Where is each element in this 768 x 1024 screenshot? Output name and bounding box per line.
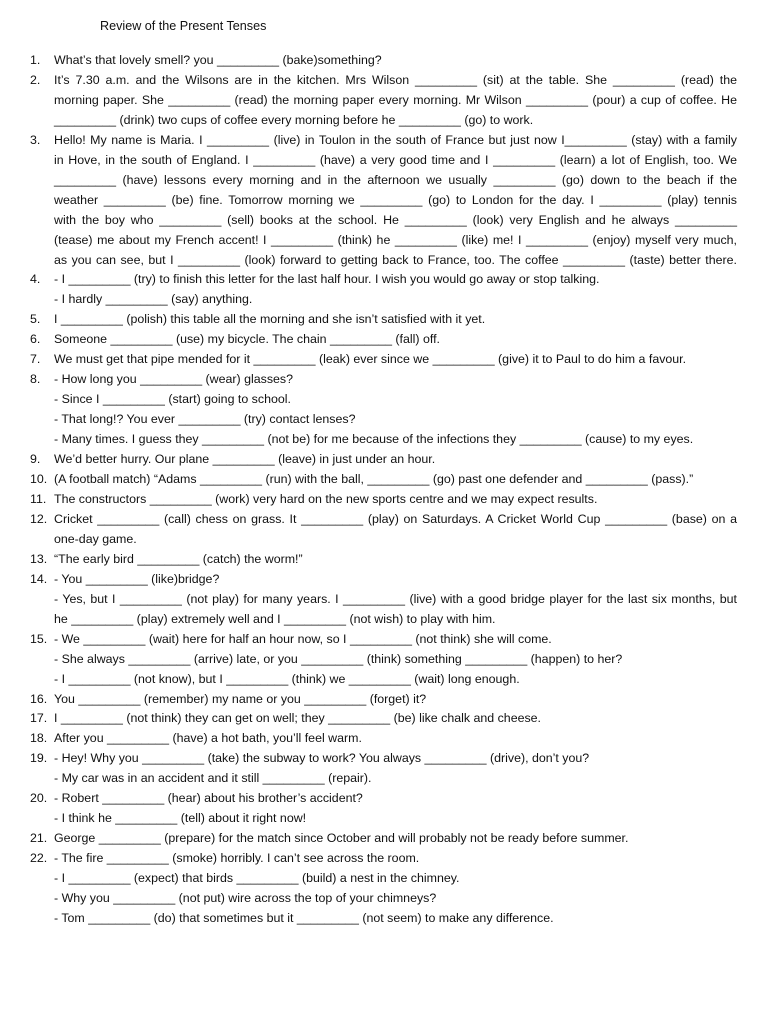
exercise-line: “The early bird _________ (catch) the worm!” <box>54 551 303 566</box>
exercise-text <box>54 470 737 490</box>
exercise-line: as you can see, but I _________ (look) forward to getting back to France, too. The coffee _________ (taste) better there. <box>54 252 737 267</box>
exercise-line: - I _________ (expect) that birds _________ (build) a nest in the chimney. <box>54 871 460 886</box>
exercise-text <box>54 131 737 271</box>
exercise-text <box>54 490 737 510</box>
exercise-line: Hello! My name is Maria. I _________ (live) in Toulon in the south of France but just now I_________ (stay) with a family <box>54 132 737 147</box>
exercise-text <box>54 370 737 450</box>
exercise-line: _________ (drink) two cups of coffee every morning before he _________ (go) to work. <box>54 112 534 127</box>
exercise-line: - Tom _________ (do) that sometimes but it _________ (not seem) to make any difference. <box>54 910 554 925</box>
exercise-line: - Robert _________ (hear) about his brother’s accident? <box>54 791 363 806</box>
exercise-text <box>54 330 737 350</box>
exercise-item <box>30 470 737 490</box>
exercise-text <box>54 690 737 710</box>
exercise-text <box>54 630 737 690</box>
exercise-text <box>54 310 737 330</box>
exercise-line: It’s 7.30 a.m. and the Wilsons are in the kitchen. Mrs Wilson _________ (sit) at the table. She _________ (read) the <box>54 72 737 87</box>
exercise-text <box>54 270 737 310</box>
exercise-item <box>30 729 737 749</box>
exercise-line: What’s that lovely smell? you _________ (bake)something? <box>54 53 382 67</box>
exercise-number: 18. <box>30 731 48 746</box>
exercise-item <box>30 690 737 710</box>
exercise-number: 14. <box>30 571 48 586</box>
exercise-item <box>30 450 737 470</box>
exercise-item <box>30 709 737 729</box>
exercise-line: one-day game. <box>54 531 137 546</box>
exercise-line: - Why you _________ (not put) wire across the top of your chimneys? <box>54 891 437 906</box>
exercise-line: Cricket _________ (call) chess on grass. It _________ (play) on Saturdays. A Cricket World Cup _________ (base) on a <box>54 511 737 526</box>
exercise-line: - I _________ (not know), but I _________ (think) we _________ (wait) long enough. <box>54 671 520 686</box>
exercise-number: 2. <box>30 72 41 87</box>
exercise-number: 19. <box>30 751 48 766</box>
exercise-line: he _________ (play) extremely well and I _________ (not wish) to play with him. <box>54 611 496 626</box>
exercise-item <box>30 749 737 789</box>
exercise-number: 5. <box>30 312 41 327</box>
exercise-text <box>54 71 737 131</box>
exercise-line: - I hardly _________ (say) anything. <box>54 292 253 307</box>
exercise-text <box>54 749 737 789</box>
exercise-line: _________ (have) lessons every morning and in the afternoon we usually _________ (go) down to the beach if the <box>54 172 737 187</box>
exercise-number: 7. <box>30 352 41 367</box>
exercise-text <box>54 849 737 929</box>
exercise-line: - Yes, but I _________ (not play) for many years. I _________ (live) with a good bridge player for the last six months, but <box>54 591 737 606</box>
exercise-text <box>54 350 737 370</box>
exercise-line: - You _________ (like)bridge? <box>54 571 220 586</box>
exercise-line: After you _________ (have) a hot bath, you’ll feel warm. <box>54 731 362 746</box>
exercise-line: I _________ (not think) they can get on well; they _________ (be) like chalk and cheese. <box>54 711 542 726</box>
exercise-item <box>30 330 737 350</box>
exercise-number: 20. <box>30 791 48 806</box>
exercise-line: Someone _________ (use) my bicycle. The chain _________ (fall) off. <box>54 332 440 347</box>
exercise-line: - Hey! Why you _________ (take) the subway to work? You always _________ (drive), don’t you? <box>54 751 590 766</box>
exercise-number: 6. <box>30 332 41 347</box>
exercise-line: We must get that pipe mended for it _________ (leak) ever since we _________ (give) it to Paul to do him a favour. <box>54 352 687 367</box>
exercise-number: 10. <box>30 472 48 487</box>
exercise-number: 17. <box>30 711 48 726</box>
exercise-number: 12. <box>30 511 48 526</box>
exercise-line: - Since I _________ (start) going to school. <box>54 392 291 407</box>
exercise-line: weather _________ (be) fine. Tomorrow morning we _________ (go) to London for the day. I _________ (play) tennis <box>54 192 737 207</box>
exercise-item <box>30 71 737 131</box>
exercise-item <box>30 570 737 630</box>
exercise-item <box>30 550 737 570</box>
exercise-number: 21. <box>30 831 48 846</box>
exercise-text <box>54 829 737 849</box>
exercise-list <box>30 51 737 929</box>
exercise-item <box>30 829 737 849</box>
exercise-line: - The fire _________ (smoke) horribly. I can’t see across the room. <box>54 851 420 866</box>
exercise-line: - She always _________ (arrive) late, or you _________ (think) something _________ (happen) to her? <box>54 651 623 666</box>
exercise-text <box>54 570 737 630</box>
exercise-item <box>30 510 737 550</box>
exercise-number: 9. <box>30 452 41 467</box>
exercise-item <box>30 849 737 929</box>
exercise-text <box>54 450 737 470</box>
exercise-line: I _________ (polish) this table all the morning and she isn’t satisfied with it yet. <box>54 312 486 327</box>
exercise-text <box>54 51 737 71</box>
exercise-number: 8. <box>30 372 41 387</box>
exercise-line: - That long!? You ever _________ (try) contact lenses? <box>54 412 356 427</box>
exercise-number: 11. <box>30 491 47 506</box>
exercise-item <box>30 350 737 370</box>
exercise-text <box>54 709 737 729</box>
exercise-text <box>54 729 737 749</box>
exercise-line: in Hove, in the south of England. I _________ (have) a very good time and I _________ (learn) a lot of English, too. We <box>54 152 737 167</box>
exercise-number: 15. <box>30 631 48 646</box>
exercise-number: 1. <box>30 53 41 67</box>
exercise-text <box>54 510 737 550</box>
exercise-number: 16. <box>30 691 48 706</box>
exercise-item <box>30 370 737 450</box>
exercise-line: (tease) me about my French accent! I _________ (think) he _________ (like) me! I _________ (enjoy) myself very much, <box>54 232 737 247</box>
exercise-item <box>30 270 737 310</box>
exercise-number: 22. <box>30 851 48 866</box>
exercise-item <box>30 630 737 690</box>
exercise-line: - I think he _________ (tell) about it right now! <box>54 811 307 826</box>
exercise-item <box>30 131 737 271</box>
exercise-item <box>30 490 737 510</box>
exercise-line: George _________ (prepare) for the match since October and will probably not be ready before summer. <box>54 831 629 846</box>
exercise-line: - My car was in an accident and it still _________ (repair). <box>54 771 372 786</box>
exercise-number: 3. <box>30 132 41 147</box>
exercise-line: (A football match) “Adams _________ (run) with the ball, _________ (go) past one defender and _________ (pass).” <box>54 472 694 487</box>
exercise-line: - How long you _________ (wear) glasses? <box>54 372 294 387</box>
exercise-number: 4. <box>30 272 41 287</box>
exercise-item <box>30 51 737 71</box>
exercise-line: We’d better hurry. Our plane _________ (leave) in just under an hour. <box>54 452 436 467</box>
exercise-line: - I _________ (try) to finish this letter for the last half hour. I wish you would go away or stop talking. <box>54 272 600 287</box>
exercise-text <box>54 789 737 829</box>
exercise-line: with the boy who _________ (sell) books at the school. He _________ (look) very English and he always _________ <box>54 212 737 227</box>
exercise-line: - Many times. I guess they _________ (not be) for me because of the infections they _________ (cause) to my eyes. <box>54 432 694 447</box>
exercise-line: The constructors _________ (work) very hard on the new sports centre and we may expect results. <box>54 491 598 506</box>
exercise-line: - We _________ (wait) here for half an hour now, so I _________ (not think) she will come. <box>54 631 552 646</box>
exercise-line: morning paper. She _________ (read) the morning paper every morning. Mr Wilson _________ (pour) a cup of coffee. He <box>54 92 737 107</box>
exercise-line: You _________ (remember) my name or you _________ (forget) it? <box>54 691 427 706</box>
exercise-item <box>30 789 737 829</box>
exercise-number: 13. <box>30 551 48 566</box>
exercise-text <box>54 550 737 570</box>
exercise-item <box>30 310 737 330</box>
page-title: Review of the Present Tenses <box>100 19 267 33</box>
